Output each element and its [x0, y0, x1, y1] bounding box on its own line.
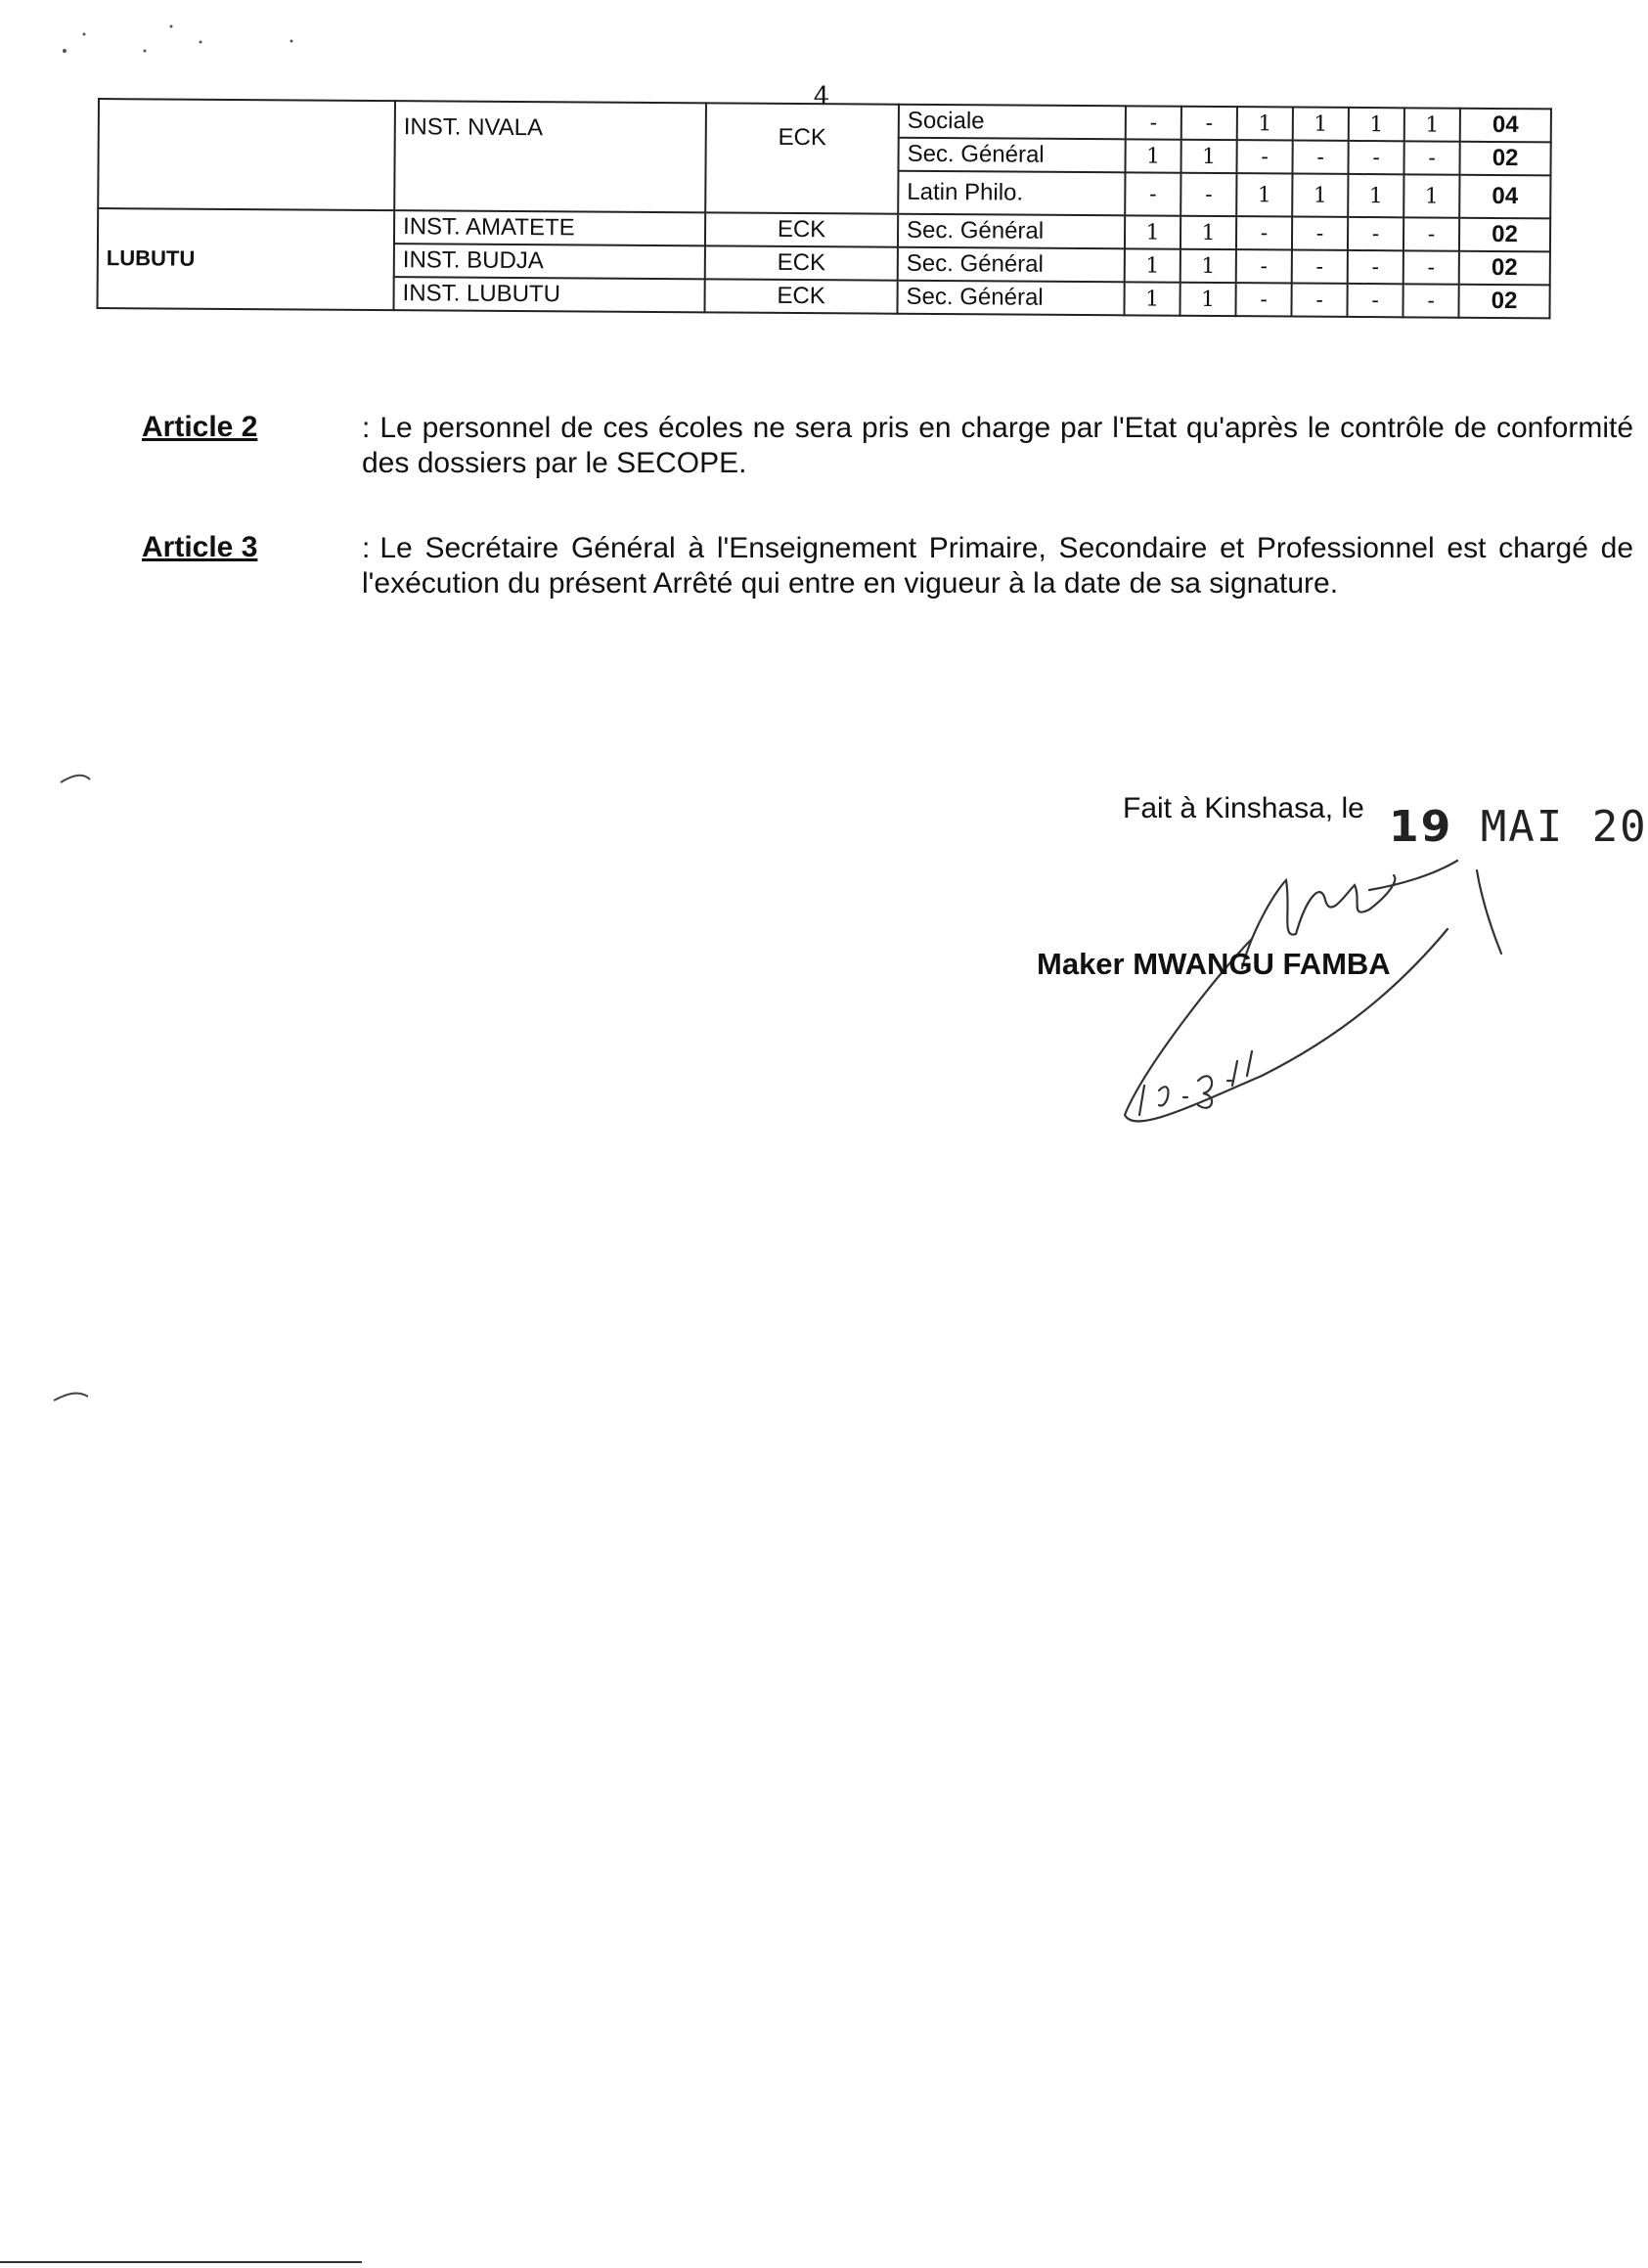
option-cell: Sec. Général [898, 247, 1125, 283]
table-row [99, 99, 1551, 142]
total-cell: 02 [1459, 218, 1550, 252]
school-cell: INST. LUBUTU [393, 277, 704, 312]
class-count-cell: 1 [1349, 108, 1404, 141]
class-count-cell: 1 [1125, 248, 1180, 282]
total-cell: 02 [1458, 285, 1549, 319]
network-cell: ECK [705, 103, 899, 213]
network-cell: ECK [705, 245, 898, 280]
schools-table-body [97, 99, 1550, 318]
stamp-day: 19 [1389, 802, 1453, 852]
class-count-cell: - [1348, 250, 1403, 284]
class-count-cell: 1 [1180, 216, 1236, 249]
class-count-cell: - [1403, 250, 1459, 284]
class-count-cell: - [1125, 172, 1180, 215]
class-count-cell: 1 [1180, 140, 1236, 173]
school-cell: INST. AMATETE [394, 210, 705, 245]
territory-cell [98, 99, 395, 210]
class-count-cell: - [1403, 284, 1458, 317]
class-count-cell: 1 [1236, 173, 1292, 216]
network-cell: ECK [705, 212, 898, 246]
total-cell: 02 [1459, 142, 1550, 176]
class-count-cell: - [1403, 217, 1459, 250]
class-count-cell: - [1292, 250, 1348, 284]
signatory-name: Maker MWANGU FAMBA [1037, 947, 1391, 981]
article-separator: : [362, 412, 371, 444]
class-count-cell: - [1236, 216, 1292, 249]
article-body: Le Secrétaire Général à l'Enseignement Primaire, Secondaire et Professionnel est chargé de l'exécution du présent Arrêté qui entre en vigueur à la date de sa signature. [362, 532, 1633, 600]
class-count-cell: - [1126, 106, 1181, 139]
class-count-cell: - [1235, 283, 1291, 316]
class-count-cell: 1 [1124, 282, 1180, 315]
network-cell: ECK [704, 279, 897, 313]
stamp-month-year: MAI 20 [1480, 802, 1648, 852]
article-label: Article 3 [142, 531, 258, 563]
school-cell: INST. BUDJA [394, 244, 705, 279]
class-count-cell: 1 [1293, 108, 1349, 141]
class-count-cell: 1 [1292, 174, 1348, 217]
option-cell: Sec. Général [898, 214, 1125, 249]
class-count-cell: 1 [1125, 215, 1180, 248]
territory-cell: LUBUTU [97, 208, 394, 310]
article-text [362, 411, 1633, 481]
class-count-cell: 1 [1180, 283, 1235, 316]
class-count-cell: - [1292, 141, 1348, 174]
option-cell: Sociale [899, 105, 1126, 140]
class-count-cell: - [1180, 173, 1236, 216]
schools-table [96, 98, 1551, 319]
class-count-cell: 1 [1348, 174, 1403, 217]
class-count-cell: - [1291, 284, 1347, 317]
class-count-cell: 1 [1180, 249, 1236, 283]
class-count-cell: 1 [1125, 139, 1180, 172]
class-count-cell: 1 [1237, 107, 1293, 140]
class-count-cell: - [1236, 140, 1292, 173]
class-count-cell: - [1292, 217, 1348, 250]
article-separator: : [362, 532, 371, 564]
article-body: Le personnel de ces écoles ne sera pris en charge par l'Etat qu'après le contrôle de conformité des dossiers par le SECOPE. [362, 412, 1633, 479]
class-count-cell: - [1347, 284, 1403, 317]
option-cell: Latin Philo. [898, 171, 1125, 216]
article-label: Article 2 [142, 411, 258, 443]
total-cell: 02 [1459, 251, 1550, 286]
school-cell: INST. NVALA [394, 101, 706, 212]
class-count-cell: 1 [1403, 174, 1459, 217]
class-count-cell: - [1348, 141, 1403, 174]
option-cell: Sec. Général [898, 138, 1125, 173]
total-cell: 04 [1460, 109, 1551, 143]
class-count-cell: 1 [1404, 108, 1460, 141]
class-count-cell: - [1403, 141, 1459, 174]
handwritten-signature [1105, 841, 1516, 1154]
article-text [362, 531, 1633, 601]
class-count-cell: - [1348, 217, 1403, 250]
class-count-cell: - [1236, 249, 1292, 283]
footer-rule [0, 2261, 362, 2263]
page-number: 4 [813, 82, 830, 111]
total-cell: 04 [1459, 175, 1550, 219]
place-and-date-line: Fait à Kinshasa, le [1123, 792, 1364, 824]
class-count-cell: - [1181, 107, 1237, 140]
option-cell: Sec. Général [897, 281, 1124, 316]
